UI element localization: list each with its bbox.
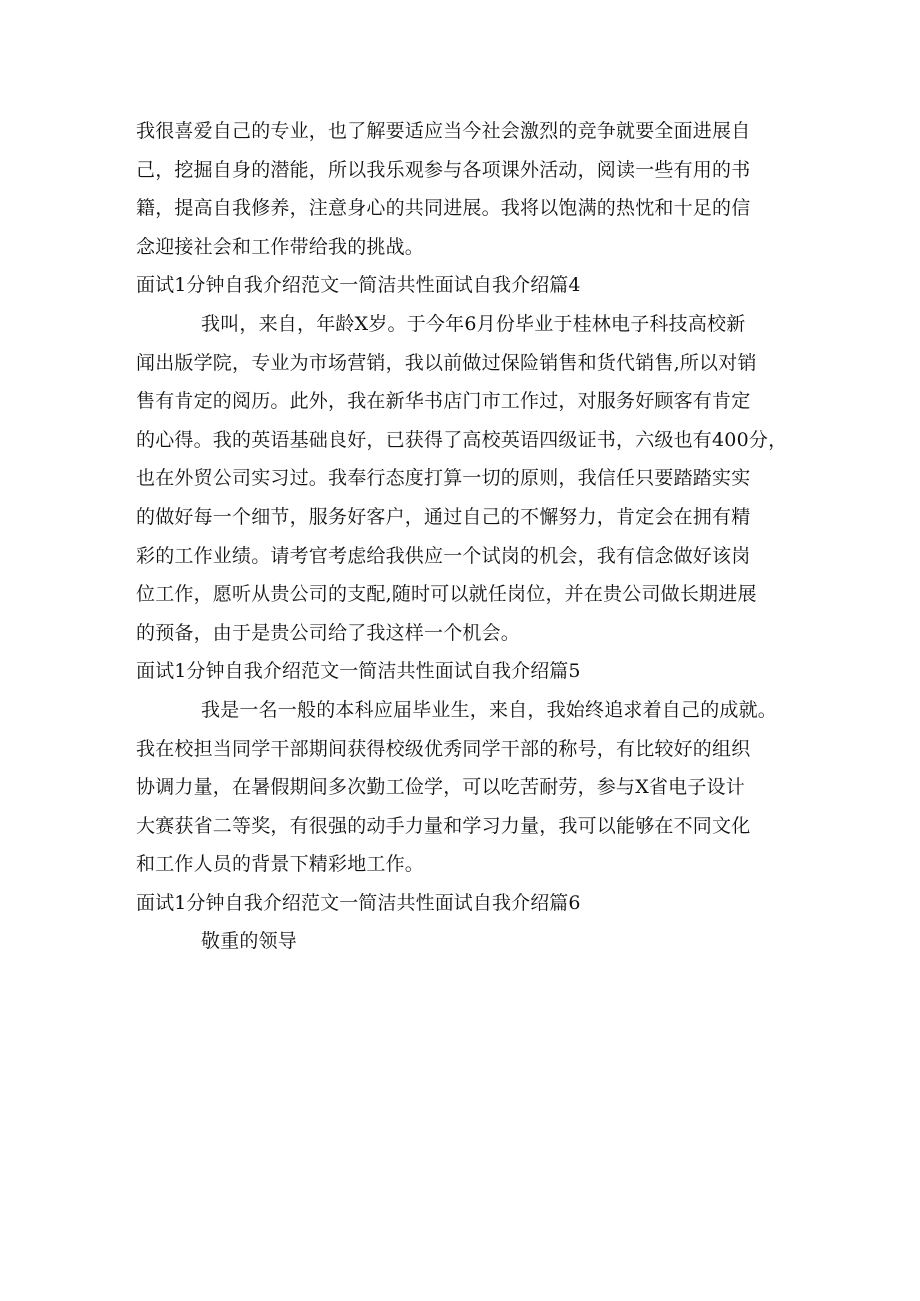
text-line: 我在校担当同学干部期间获得校级优秀同学干部的称号，有比较好的组织 <box>136 737 751 760</box>
text-line: 售有肯定的阅历。此外，我在新华书店门市工作过，对服务好顾客有肯定 <box>136 390 751 413</box>
text-line: 我叫，来自，年龄X岁。于今年6月份毕业于桂林电子科技高校新 <box>201 312 746 335</box>
text-line: 念迎接社会和工作带给我的挑战。 <box>136 235 425 258</box>
text-line: 敬重的领导 <box>201 930 298 953</box>
text-line: 彩的工作业绩。请考官考虑给我供应一个试岗的机会，我有信念做好该岗 <box>136 544 751 567</box>
text-line: 也在外贸公司实习过。我奉行态度打算一切的原则，我信任只要踏踏实实 <box>136 467 751 490</box>
text-line: 和工作人员的背景下精彩地工作。 <box>136 853 425 876</box>
paragraph-intro <box>136 112 796 266</box>
section-heading-6: 面试1分钟自我介绍范文一简洁共性面试自我介绍篇6 <box>136 891 581 914</box>
text-line: 的做好每一个细节，服务好客户，通过自己的不懈努力，肯定会在拥有精 <box>136 505 751 528</box>
section-heading-4: 面试1分钟自我介绍范文一简洁共性面试自我介绍篇4 <box>136 274 581 297</box>
text-line: 我很喜爱自己的专业，也了解要适应当今社会激烈的竞争就要全面进展自 <box>136 120 751 142</box>
text-line: 大赛获省二等奖，有很强的动手力量和学习力量，我可以能够在不同文化 <box>136 814 751 837</box>
paragraph-6 <box>136 922 796 961</box>
text-line: 籍，提高自我修养，注意身心的共同进展。我将以饱满的热忱和十足的信 <box>136 197 751 220</box>
text-line: 位工作，愿听从贵公司的支配,随时可以就任岗位，并在贵公司做长期进展 <box>136 583 757 606</box>
text-line: 的心得。我的英语基础良好，已获得了高校英语四级证书，六级也有400分， <box>136 428 788 451</box>
text-line: 协调力量，在暑假期间多次勤工俭学，可以吃苦耐劳，参与X省电子设计 <box>136 776 745 799</box>
section-heading-5: 面试1分钟自我介绍范文一简洁共性面试自我介绍篇5 <box>136 660 581 683</box>
text-line: 我是一名一般的本科应届毕业生，来自，我始终追求着自己的成就。 <box>201 698 778 721</box>
document-body <box>136 112 796 961</box>
text-line: 的预备，由于是贵公司给了我这样一个机会。 <box>136 621 521 644</box>
text-line: 闻出版学院，专业为市场营销，我以前做过保险销售和货代销售,所以对销 <box>136 351 757 374</box>
text-line: 己，挖掘自身的潜能，所以我乐观参与各项课外活动，阅读一些有用的书 <box>136 158 751 181</box>
paragraph-4 <box>136 305 796 652</box>
paragraph-5 <box>136 691 796 884</box>
